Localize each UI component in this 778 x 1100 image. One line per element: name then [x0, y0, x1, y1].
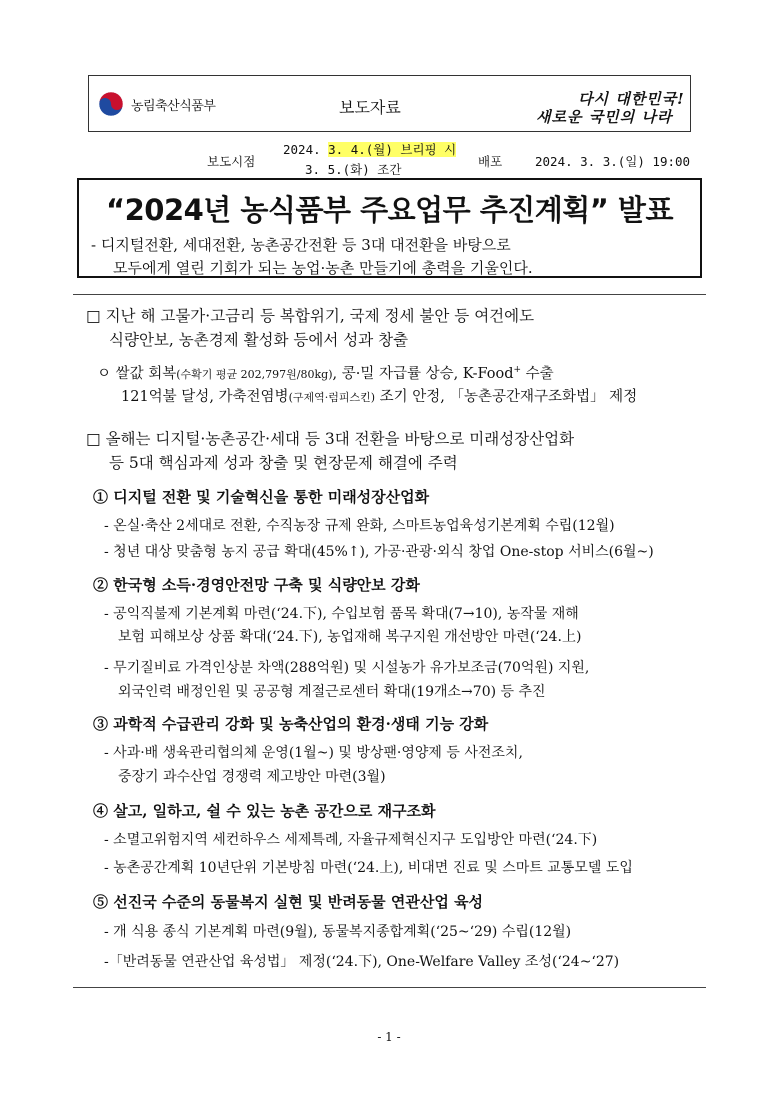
embargo-year: 2024. [283, 142, 329, 157]
item4-line1: - 소멸고위험지역 세컨하우스 세제특례, 자율규제혁신지구 도입방안 마련(‘24.下) [104, 832, 598, 848]
item5-title: ⑤ 선진국 수준의 동물복지 실현 및 반려동물 연관산업 육성 [93, 893, 484, 911]
doc-type-label: 보도자료 [339, 98, 401, 117]
page-number: - 1 - [377, 1030, 401, 1044]
section2-heading-line1: □ 올해는 디지털·농촌공간·세대 등 3대 전환을 바탕으로 미래성장산업화 [86, 430, 575, 448]
distribution-value: 2024. 3. 3.(일) 19:00 [535, 154, 691, 169]
item4-line2: - 농촌공간계획 10년단위 기본방침 마련(‘24.上), 비대면 진료 및 스마트 교통모델 도입 [104, 860, 633, 876]
bullet-text: ㅇ 쌀값 회복 [97, 366, 177, 382]
title-box [77, 178, 702, 278]
embargo-label: 보도시점 [207, 154, 256, 169]
item3-title: ③ 과학적 수급관리 강화 및 농축산업의 환경·생태 기능 강화 [93, 715, 489, 733]
item2-line2: 보험 피해보상 상품 확대(‘24.下), 농업재해 복구지원 개선방안 마련(‘24.上) [118, 629, 582, 645]
timing-row [0, 140, 778, 180]
item2-line4: 외국인력 배정인원 및 공공형 계절근로센터 확대(19개소→70) 등 추진 [118, 684, 546, 700]
embargo-briefing [283, 140, 456, 158]
subtitle-line-1: - 디지털전환, 세대전환, 농촌공간전환 등 3대 대전환을 바탕으로 [91, 236, 511, 254]
item5-line1: - 개 식용 종식 기본계획 마련(9월), 동물복지종합계획(‘25~‘29) 수립(12월) [104, 924, 572, 940]
bullet-note: (구제역·럼피스킨) [288, 391, 376, 404]
main-title: “2024년 농식품부 주요업무 추진계획” 발표 [106, 193, 673, 227]
item5-line2: -「반려동물 연관산업 육성법」 제정(‘24.下), One-Welfare Valley 조성(‘24~‘27) [104, 954, 620, 970]
item1-title: ① 디지털 전환 및 기술혁신을 통한 미래성장산업화 [93, 488, 430, 506]
section1-heading-line2: 식량안보, 농촌경제 활성화 등에서 성과 창출 [109, 331, 409, 349]
taegeuk-logo-icon [97, 90, 125, 118]
ministry-name: 농림축산식품부 [131, 98, 216, 114]
top-divider [73, 294, 706, 295]
distribution-label: 배포 [478, 154, 503, 169]
bullet-text: 121억불 달성, 가축전염병 [121, 389, 289, 405]
bullet-text: 수출 [521, 366, 554, 382]
item2-title: ② 한국형 소득·경영안전망 구축 및 식량안보 강화 [93, 576, 420, 594]
section1-bullet-line1 [97, 362, 554, 383]
item2-line3: - 무기질비료 가격인상분 차액(288억원) 및 시설농가 유가보조금(70억원) 지원, [104, 660, 590, 676]
section1-heading-line1: □ 지난 해 고물가·고금리 등 복합위기, 국제 정세 불안 등 여건에도 [86, 307, 535, 325]
slogan-signature [536, 86, 685, 126]
section1-bullet-line2 [121, 385, 637, 406]
embargo-highlight: 3. 4.(월) 브리핑 시 [328, 142, 457, 157]
bullet-text: 조기 안정, 「농촌공간재구조화법」 제정 [375, 389, 638, 405]
slogan-line-2: 새로운 국민의 나라 [536, 108, 673, 126]
item3-line2: 중장기 과수산업 경쟁력 제고방안 마련(3월) [118, 769, 386, 785]
bottom-divider [73, 987, 706, 988]
bullet-note: (수확기 평균 202,797원/80kg) [176, 368, 333, 381]
section2-heading-line2: 등 5대 핵심과제 성과 창출 및 현장문제 해결에 주력 [109, 454, 458, 472]
header-box [88, 75, 691, 132]
embargo-paper: 3. 5.(화) 조간 [305, 162, 402, 177]
item1-line2: - 청년 대상 맞춤형 농지 공급 확대(45%↑), 가공·관광·외식 창업 One-stop 서비스(6월~) [104, 544, 654, 560]
slogan-line-1: 다시 대한민국! [578, 90, 685, 108]
item1-line1: - 온실·축산 2세대로 전환, 수직농장 규제 완화, 스마트농업육성기본계획 수립(12월) [104, 518, 615, 534]
subtitle-line-2: 모두에게 열린 기회가 되는 농업·농촌 만들기에 총력을 기울인다. [113, 259, 533, 277]
item4-title: ④ 살고, 일하고, 쉴 수 있는 농촌 공간으로 재구조화 [93, 802, 436, 820]
ministry-logo [97, 86, 215, 122]
item3-line1: - 사과·배 생육관리협의체 운영(1월~) 및 방상팬·영양제 등 사전조치, [104, 745, 523, 761]
item2-line1: - 공익직불제 기본계획 마련(‘24.下), 수입보험 품목 확대(7→10), 농작물 재해 [104, 606, 579, 622]
bullet-text: , 콩·밀 자급률 상승, K-Food [332, 366, 514, 382]
bullet-sup: + [513, 365, 522, 376]
